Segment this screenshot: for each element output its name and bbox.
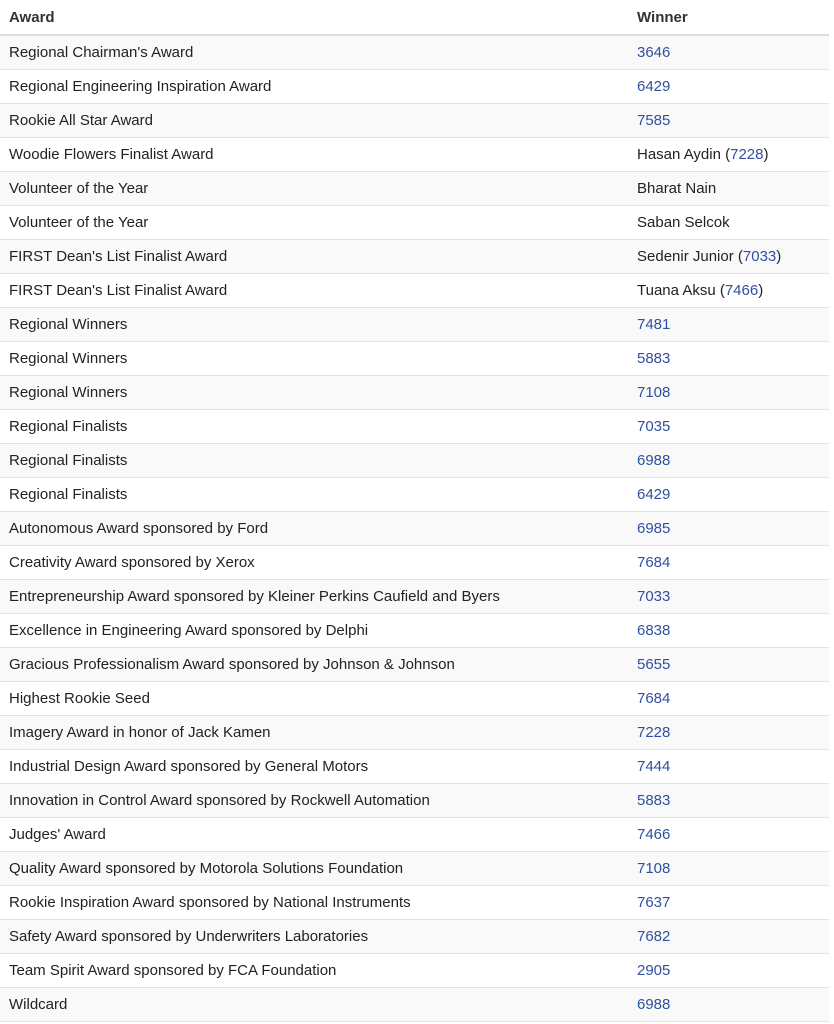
winner-cell	[629, 954, 829, 988]
awards-table-body	[0, 35, 829, 1022]
table-row	[0, 444, 829, 478]
team-number-link[interactable]: 7444	[637, 758, 671, 775]
award-column-header: Award	[0, 0, 629, 35]
table-row	[0, 478, 829, 512]
team-number-link[interactable]: 7466	[724, 282, 759, 299]
team-number-link[interactable]: 5883	[637, 792, 671, 809]
table-row	[0, 240, 829, 274]
team-number-link[interactable]: 7035	[637, 418, 671, 435]
team-number-link[interactable]: 5655	[637, 656, 671, 673]
table-row	[0, 206, 829, 240]
table-row	[0, 104, 829, 138]
award-name: Creativity Award sponsored by Xerox	[0, 546, 629, 580]
team-number-link[interactable]: 6429	[637, 78, 671, 95]
award-name: Safety Award sponsored by Underwriters Laboratories	[0, 920, 629, 954]
table-row	[0, 784, 829, 818]
close-paren: )	[776, 248, 782, 265]
award-name: Regional Engineering Inspiration Award	[0, 70, 629, 104]
open-paren: (	[733, 248, 743, 265]
winner-person-name: Saban Selcok	[637, 214, 730, 231]
winner-column-header: Winner	[629, 0, 829, 35]
award-name: Rookie Inspiration Award sponsored by National Instruments	[0, 886, 629, 920]
team-number-link[interactable]: 7684	[637, 554, 671, 571]
team-number-link[interactable]: 7684	[637, 690, 671, 707]
team-number-link[interactable]: 7033	[637, 588, 671, 605]
winner-cell	[629, 682, 829, 716]
award-name: Regional Winners	[0, 342, 629, 376]
award-name: Regional Finalists	[0, 410, 629, 444]
table-row	[0, 376, 829, 410]
team-number-link[interactable]: 7228	[730, 146, 764, 163]
table-row	[0, 580, 829, 614]
open-paren: (	[715, 282, 725, 299]
award-name: Regional Winners	[0, 376, 629, 410]
team-number-link[interactable]: 7585	[637, 112, 671, 129]
table-row	[0, 308, 829, 342]
award-name: Team Spirit Award sponsored by FCA Foundation	[0, 954, 629, 988]
winner-cell	[629, 546, 829, 580]
winner-cell	[629, 614, 829, 648]
table-row	[0, 614, 829, 648]
winner-cell	[629, 580, 829, 614]
winner-cell	[629, 274, 829, 308]
award-name: FIRST Dean's List Finalist Award	[0, 240, 629, 274]
team-number-link[interactable]: 7481	[637, 316, 671, 333]
award-name: Regional Chairman's Award	[0, 35, 629, 70]
winner-cell	[629, 648, 829, 682]
team-number-link[interactable]: 6985	[637, 520, 671, 537]
winner-cell	[629, 920, 829, 954]
winner-cell	[629, 342, 829, 376]
team-number-link[interactable]: 7228	[637, 724, 671, 741]
table-row	[0, 35, 829, 70]
winner-cell	[629, 138, 829, 172]
table-row	[0, 648, 829, 682]
winner-cell	[629, 376, 829, 410]
table-row	[0, 342, 829, 376]
table-row	[0, 512, 829, 546]
table-row	[0, 886, 829, 920]
table-row	[0, 274, 829, 308]
team-number-link[interactable]: 7108	[637, 384, 671, 401]
table-row	[0, 988, 829, 1022]
award-name: Regional Winners	[0, 308, 629, 342]
winner-cell	[629, 444, 829, 478]
team-number-link[interactable]: 7108	[637, 860, 671, 877]
award-name: Rookie All Star Award	[0, 104, 629, 138]
winner-person-name: Tuana Aksu	[637, 282, 716, 299]
team-number-link[interactable]: 5883	[637, 350, 671, 367]
winner-person-name: Hasan Aydin	[637, 146, 721, 163]
header-row	[0, 0, 829, 35]
team-number-link[interactable]: 3646	[637, 44, 671, 61]
winner-cell	[629, 818, 829, 852]
award-name: Woodie Flowers Finalist Award	[0, 138, 629, 172]
close-paren: )	[763, 146, 769, 163]
award-name: FIRST Dean's List Finalist Award	[0, 274, 629, 308]
winner-cell	[629, 750, 829, 784]
team-number-link[interactable]: 7033	[742, 248, 777, 265]
winner-cell	[629, 988, 829, 1022]
winner-cell	[629, 206, 829, 240]
team-number-link[interactable]: 7466	[637, 826, 671, 843]
winner-cell	[629, 716, 829, 750]
winner-cell	[629, 35, 829, 70]
team-number-link[interactable]: 2905	[637, 962, 671, 979]
table-row	[0, 546, 829, 580]
table-row	[0, 138, 829, 172]
winner-cell	[629, 512, 829, 546]
team-number-link[interactable]: 7682	[637, 928, 671, 945]
awards-table-header	[0, 0, 829, 35]
team-number-link[interactable]: 6988	[637, 452, 671, 469]
award-name: Highest Rookie Seed	[0, 682, 629, 716]
table-row	[0, 920, 829, 954]
award-name: Volunteer of the Year	[0, 206, 629, 240]
award-name: Imagery Award in honor of Jack Kamen	[0, 716, 629, 750]
table-row	[0, 682, 829, 716]
winner-cell	[629, 886, 829, 920]
award-name: Regional Finalists	[0, 478, 629, 512]
winner-cell	[629, 410, 829, 444]
award-name: Regional Finalists	[0, 444, 629, 478]
award-name: Gracious Professionalism Award sponsored by Johnson & Johnson	[0, 648, 629, 682]
award-name: Industrial Design Award sponsored by General Motors	[0, 750, 629, 784]
winner-cell	[629, 70, 829, 104]
award-name: Excellence in Engineering Award sponsored by Delphi	[0, 614, 629, 648]
team-number-link[interactable]: 6988	[637, 996, 671, 1013]
award-name: Autonomous Award sponsored by Ford	[0, 512, 629, 546]
award-name: Wildcard	[0, 988, 629, 1022]
winner-cell	[629, 478, 829, 512]
table-row	[0, 750, 829, 784]
award-name: Quality Award sponsored by Motorola Solutions Foundation	[0, 852, 629, 886]
table-row	[0, 818, 829, 852]
winner-cell	[629, 240, 829, 274]
winner-person-name: Bharat Nain	[637, 180, 717, 197]
close-paren: )	[758, 282, 764, 299]
award-name: Volunteer of the Year	[0, 172, 629, 206]
winner-cell	[629, 172, 829, 206]
winner-cell	[629, 308, 829, 342]
winner-person-name: Sedenir Junior	[637, 248, 734, 265]
table-row	[0, 70, 829, 104]
team-number-link[interactable]: 7637	[637, 894, 671, 911]
winner-cell	[629, 784, 829, 818]
open-paren: (	[720, 146, 731, 163]
table-row	[0, 410, 829, 444]
winner-cell	[629, 104, 829, 138]
table-row	[0, 716, 829, 750]
team-number-link[interactable]: 6429	[637, 486, 671, 503]
table-row	[0, 954, 829, 988]
table-row	[0, 852, 829, 886]
award-name: Innovation in Control Award sponsored by Rockwell Automation	[0, 784, 629, 818]
table-row	[0, 172, 829, 206]
award-name: Entrepreneurship Award sponsored by Kleiner Perkins Caufield and Byers	[0, 580, 629, 614]
team-number-link[interactable]: 6838	[637, 622, 671, 639]
winner-cell	[629, 852, 829, 886]
award-name: Judges' Award	[0, 818, 629, 852]
